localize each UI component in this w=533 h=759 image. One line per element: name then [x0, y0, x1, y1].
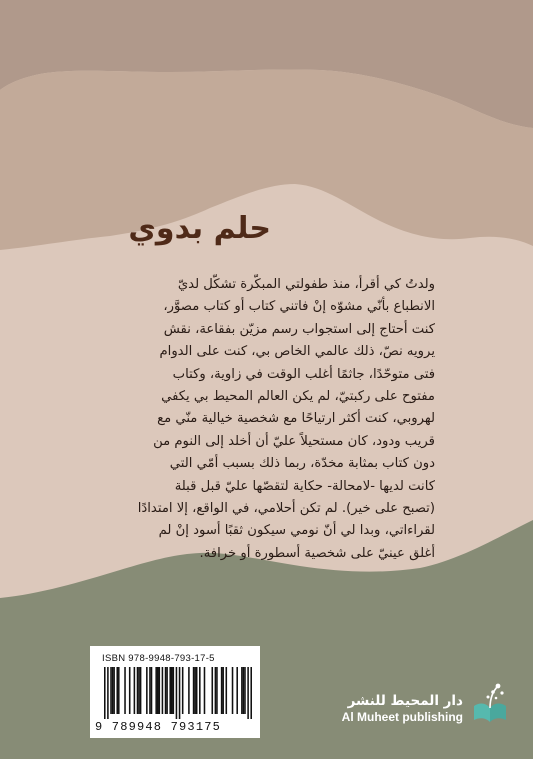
blurb-line: يرويه نصّ، ذلك عالمي الخاص بي، كنت على الدوام: [159, 344, 435, 360]
barcode-bar: [116, 667, 118, 714]
blurb-line: (تصبح على خير). لم تكن أحلامي، في الواقع، إلا امتدادًا: [137, 501, 435, 517]
isbn-label: ISBN 978-9948-793-17-5: [102, 653, 215, 664]
barcode-bar: [140, 667, 142, 714]
blurb-line: دون كتاب بمثابة مخدّة، ربما ذلك بسبب أمّي التي: [169, 456, 435, 472]
barcode-bar: [171, 667, 173, 714]
blurb-line: أغلق عينيّ على شخصية أسطورة أو خرافة.: [199, 545, 435, 561]
barcode-bar: [232, 667, 234, 714]
barcode-bar: [188, 667, 190, 714]
barcode-bar: [241, 667, 243, 714]
book-title: حلم بدوي: [128, 211, 271, 246]
barcode-bar: [244, 667, 246, 714]
barcode-bar: [134, 667, 136, 714]
barcode-bar: [194, 667, 196, 714]
barcode-bar: [226, 667, 228, 714]
barcode-bar: [149, 667, 151, 714]
blurb-line: كانت لديها -لامحالة- حكاية لتقصّها عليّ قبل قبلة: [174, 478, 435, 494]
barcode-bar: [151, 667, 153, 714]
barcode-bar: [146, 667, 148, 714]
barcode-bar: [169, 667, 171, 714]
blurb-line: كنت أحتاج إلى استجواب رسم مزيّن بفقاعة، نقش: [163, 321, 435, 337]
barcode-bar: [155, 667, 157, 714]
barcode-box: [90, 646, 260, 738]
barcode-bar: [110, 667, 112, 714]
barcode-bar: [247, 667, 249, 719]
blurb-line: فتى متوحّدًا، جاثمًا أغلب الوقت في زاوية، وكتاب: [172, 366, 435, 382]
blurb-line: ولدتُ كي أقرأ، منذ طفولتي المبكّرة تشكّل لديّ: [177, 277, 435, 292]
barcode-bar: [107, 667, 109, 719]
barcode-bar: [176, 667, 178, 719]
barcode-bar: [173, 667, 175, 714]
barcode-bar: [199, 667, 201, 714]
barcode-bar: [196, 667, 198, 714]
publisher-book-logo-icon: [470, 680, 510, 724]
isbn-barcode: [104, 667, 252, 719]
barcode-bar: [104, 667, 106, 719]
barcode-bar: [137, 667, 139, 714]
publisher-name-english: Al Muheet publishing: [341, 710, 463, 724]
barcode-bar: [211, 667, 213, 714]
barcode-bar: [129, 667, 131, 714]
barcode-bar: [216, 667, 218, 714]
barcode-bar: [166, 667, 168, 714]
barcode-bar: [250, 667, 252, 719]
barcode-digits: 9 789948 793175: [95, 720, 222, 734]
barcode-bar: [113, 667, 115, 714]
barcode-bar: [182, 667, 184, 714]
publisher-name: [342, 692, 463, 724]
barcode-bar: [159, 667, 161, 714]
barcode-bar: [204, 667, 206, 714]
back-cover-blurb: [90, 274, 435, 565]
barcode-bar: [157, 667, 159, 714]
barcode-bar: [222, 667, 224, 714]
barcode-bar: [162, 667, 164, 714]
blurb-line: قريب ودود، كان مستحيلاً عليّ أن أخلد إلى النوم من: [153, 433, 435, 449]
barcode-bar: [112, 667, 114, 714]
blurb-line: لهروبي، كنت أكثر ارتياحًا مع شخصية خيالية منّي مع: [157, 411, 435, 427]
barcode-bar: [236, 667, 238, 714]
barcode-bar: [165, 667, 167, 714]
barcode-bar: [179, 667, 181, 719]
barcode-bar: [193, 667, 195, 714]
blurb-line: الانطباع بأنّي مشوّه إنْ فاتني كتاب أو كتاب مصوَّر،: [163, 299, 435, 315]
blurb-line: لقراءاتي، وبدا لي أنّ نومي سيكون ثقبًا أسود إنْ لم: [158, 523, 435, 539]
publisher-name-arabic: دار المحيط للنشر: [347, 693, 463, 709]
barcode-bar: [243, 667, 245, 714]
blurb-line: مفتوح على ركبتيّ، لم يكن العالم المحيط بي يكفي: [161, 389, 435, 405]
barcode-bar: [138, 667, 140, 714]
barcode-bar: [124, 667, 126, 714]
barcode-bar: [221, 667, 223, 714]
barcode-bar: [118, 667, 120, 714]
barcode-bar: [215, 667, 217, 714]
